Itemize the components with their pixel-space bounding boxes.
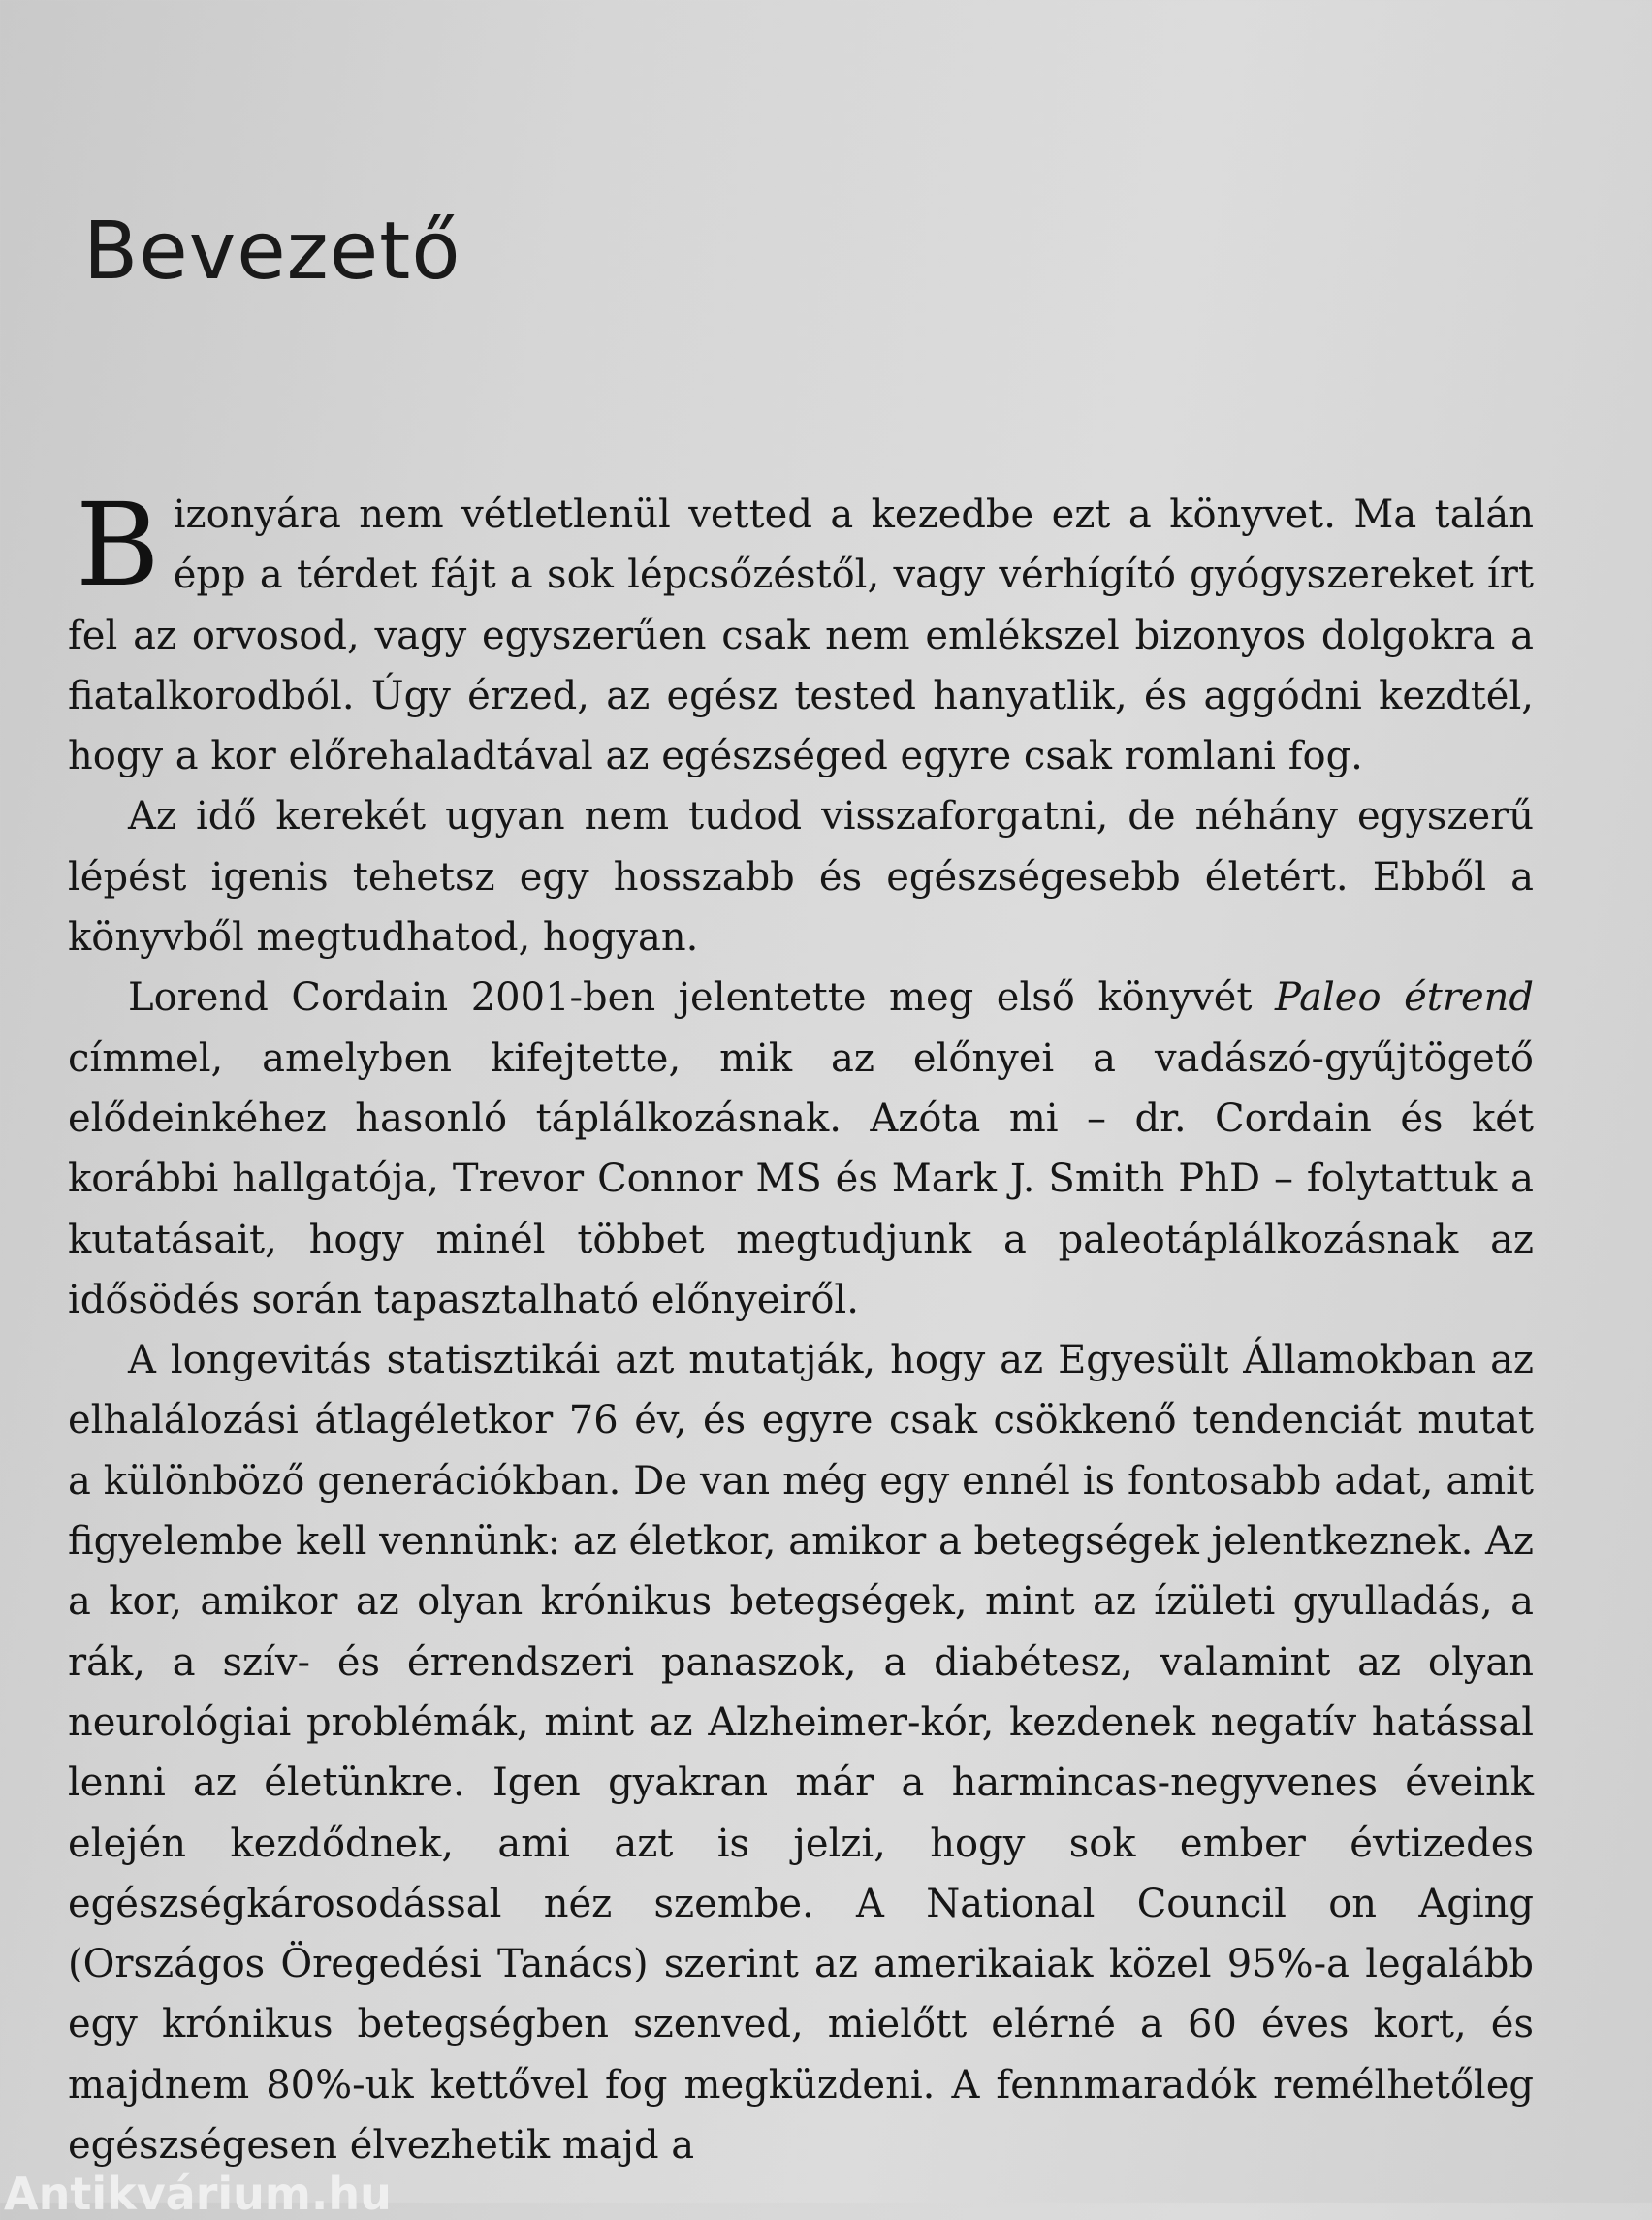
paragraph-3-after: címmel, amelyben kifejtette, mik az előnyei a vadászó-gyűjtögető elődeinkéhez hasonló táplálkozásnak. Azóta mi – dr. Cordain és két korábbi hallgatója, Trevor Connor MS és Mark J. Smith PhD – folytattuk a kutatásait, hogy minél többet megtudjunk a paleotáplálkozásnak az idősödés során tapasztalható előnyeiről. — [68, 1035, 1534, 1322]
paragraph-2: Az idő kerekét ugyan nem tudod visszaforgatni, de néhány egyszerű lépést igenis tehetsz egy hosszabb és egészségesebb életért. Ebből a könyvből megtudhatod, hogyan. — [68, 794, 1534, 961]
paragraph-intro — [68, 478, 1534, 786]
drop-cap: B — [76, 478, 160, 612]
paragraph-intro-text: izonyára nem vétletlenül vetted a kezedbe ezt a könyvet. Ma talán épp a térdet fájt a sok lépcsőzéstől, vagy vérhígító gyógyszereket írt fel az orvosod, vagy egyszerűen csak nem emlékszel bizonyos dolgokra a fiatalkorodból. Úgy érzed, az egész tested hanyatlik, és aggódni kezdtél, hogy a kor előrehaladtával az egészséged egyre csak romlani fog. — [68, 492, 1534, 779]
paragraph-3 — [68, 967, 1534, 1330]
paragraph-4: A longevitás statisztikái azt mutatják, hogy az Egyesült Államokban az elhalálozási átlagéletkor 76 év, és egyre csak csökkenő tendenciát mutat a különböző generációkban. De van még egy ennél is fontosabb adat, amit figyelembe kell vennünk: az életkor, amikor a betegségek jelentkeznek. Az a kor, amikor az olyan krónikus betegségek, mint az ízületi gyulladás, a rák, a szív- és érrendszeri panaszok, a diabétesz, valamint az olyan neurológiai problémák, mint az Alzheimer-kór, kezdenek negatív hatással lenni az életünkre. Igen gyakran már a harmincas-negyvenes éveink elején kezdődnek, ami azt is jelzi, hogy sok ember évtizedes egészségkárosodással néz szembe. A National Council on Aging (Országos Öregedési Tanács) szerint az amerikaiak közel 95%-a legalább egy krónikus betegségben szenved, mielőtt elérné a 60 éves kort, és majdnem 80%-uk kettővel fog megküzdeni. A fennmaradók remélhetőleg egészségesen élvezhetik majd a — [68, 1338, 1534, 2169]
watermark: Antikvárium.hu — [4, 2168, 392, 2220]
chapter-title: Bevezető — [83, 206, 461, 298]
book-title: Paleo étrend — [1275, 975, 1534, 1021]
chapter-body — [68, 478, 1534, 2175]
paragraph-3-before: Lorend Cordain 2001-ben jelentette meg első könyvét — [128, 975, 1276, 1021]
